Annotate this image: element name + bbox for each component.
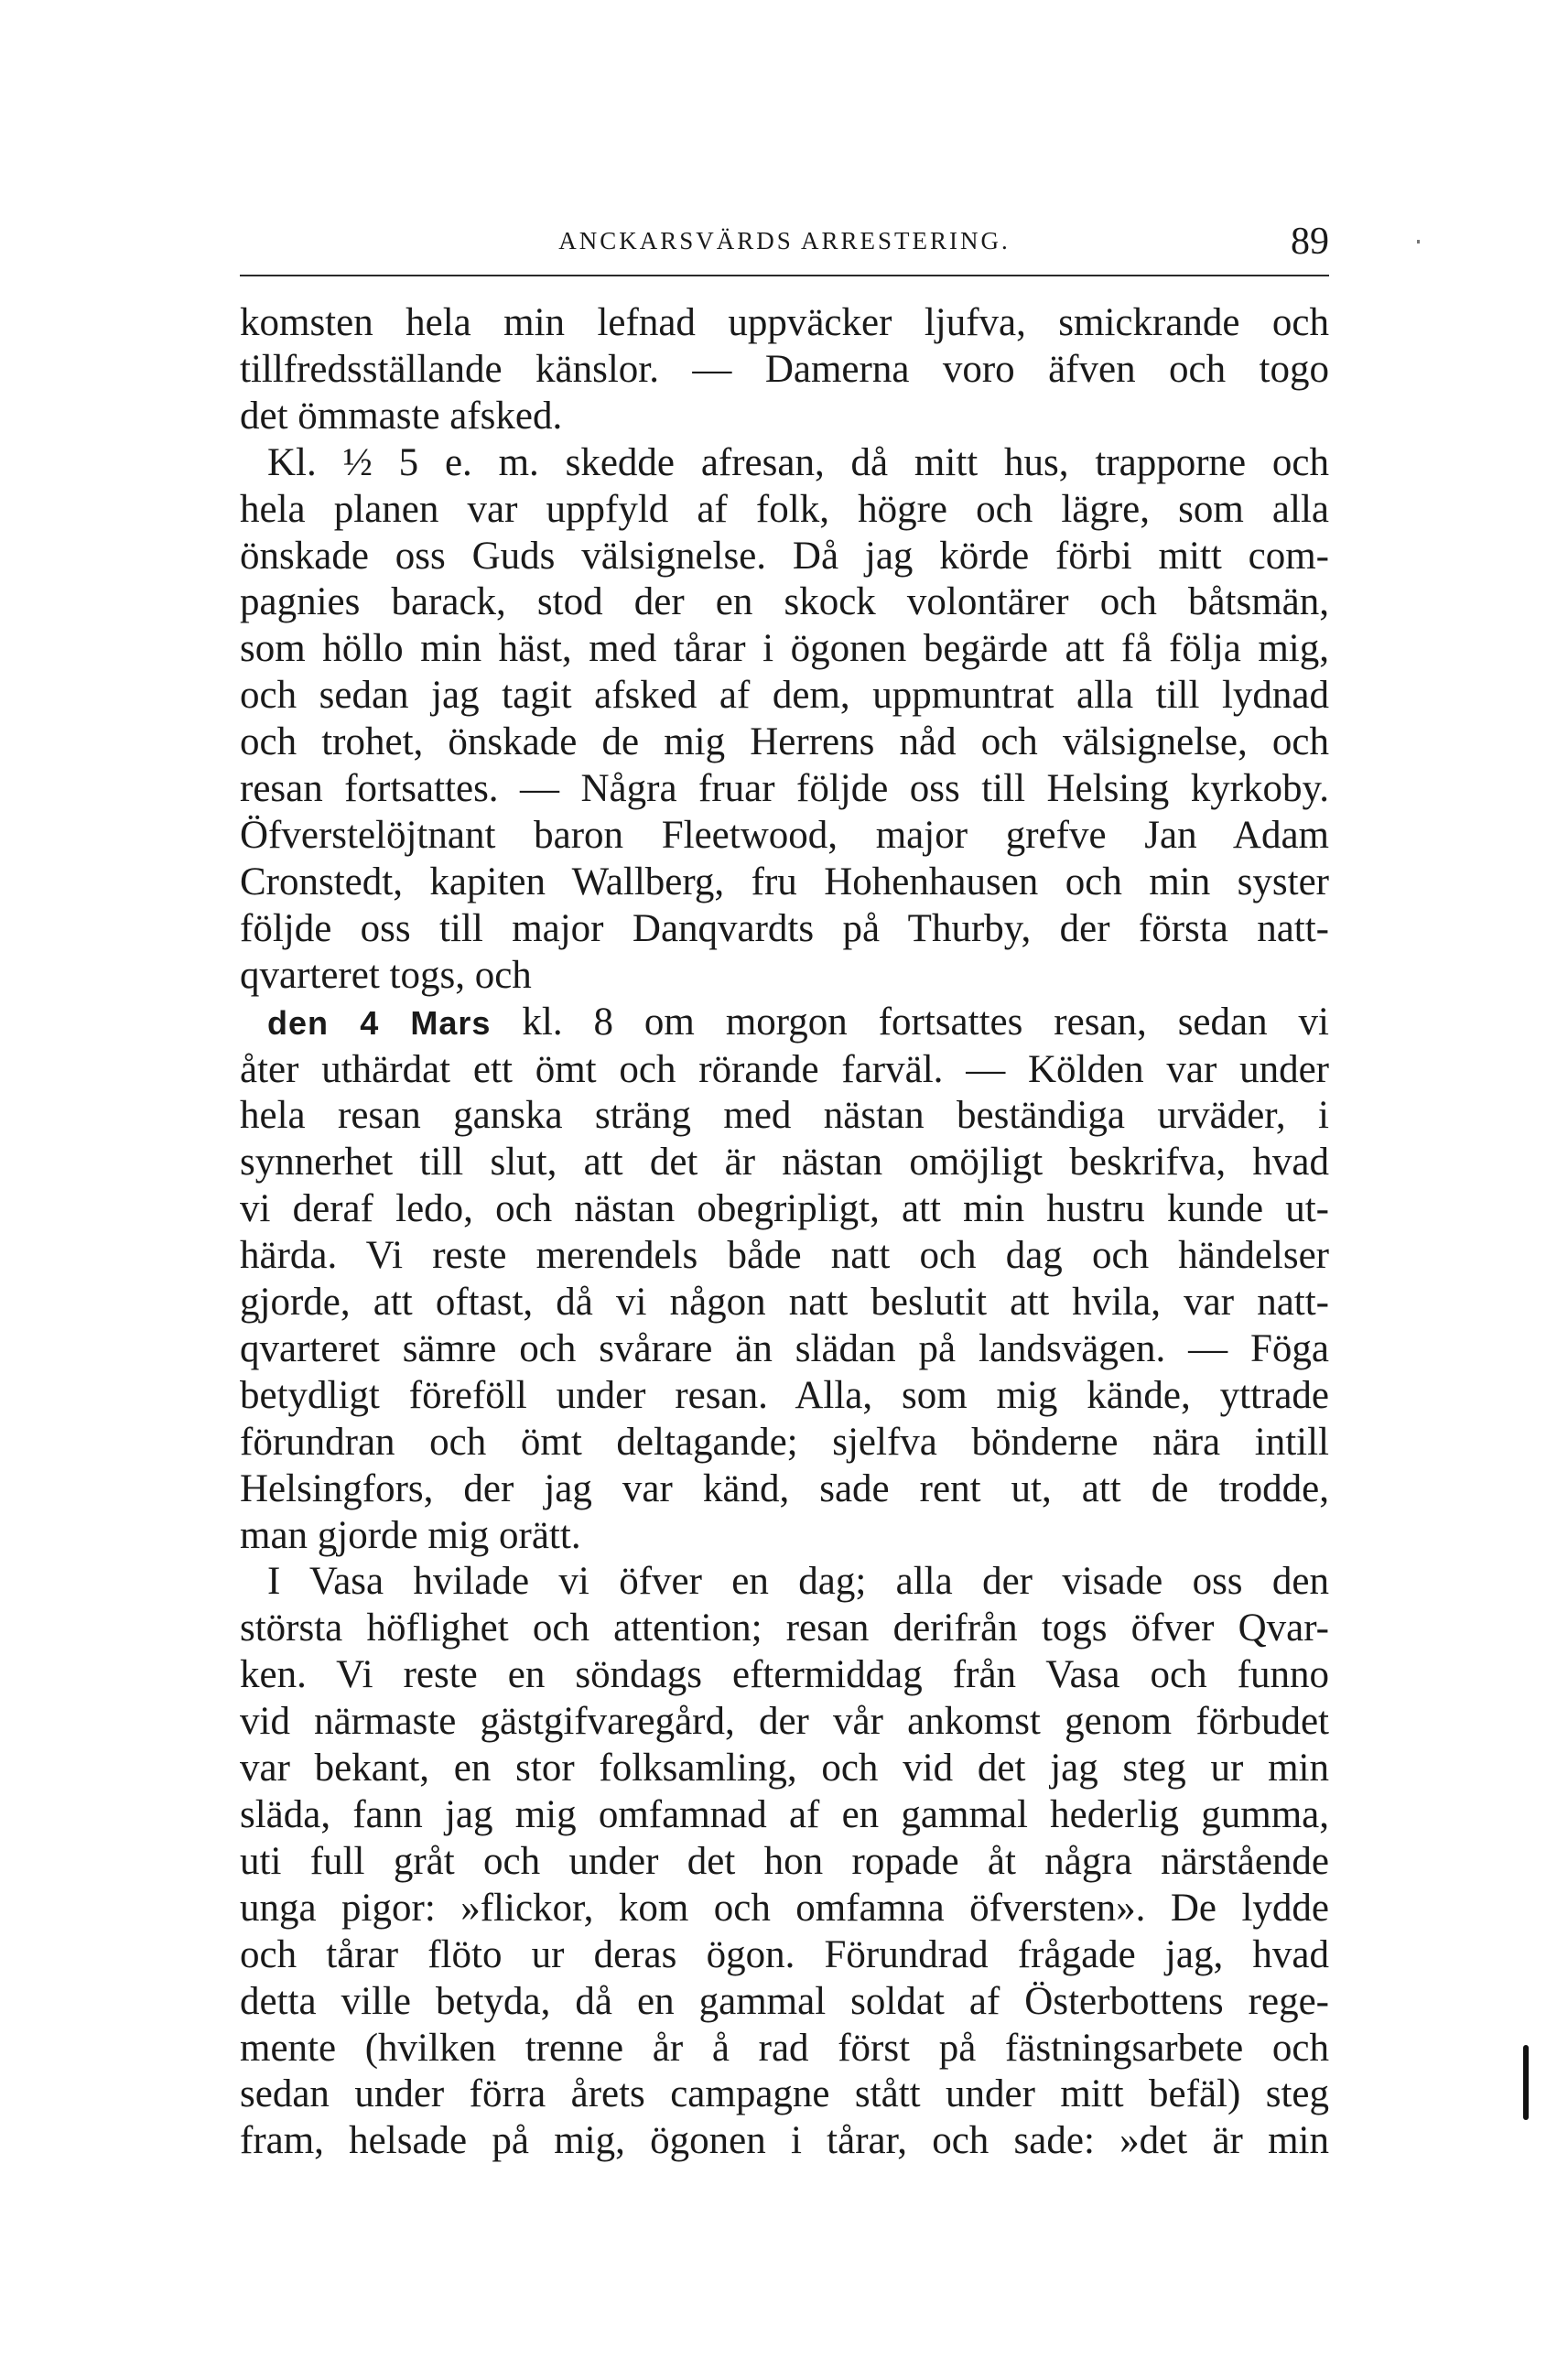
text-line: härda. Vi reste merendels både natt och dag och händelser [240, 1234, 1329, 1278]
text-line: det ömmaste afsked. [240, 394, 563, 438]
text-line: släda, fann jag mig omfamnad af en gammal hederlig gumma, [240, 1793, 1329, 1836]
page-speck [1417, 240, 1420, 243]
text-line: önskade oss Guds välsignelse. Då jag körde förbi mitt com- [240, 534, 1329, 578]
text-line: och sedan jag tagit afsked af dem, uppmuntrat alla till lydnad [240, 674, 1329, 718]
text-line: gjorde, att oftast, då vi någon natt beslutit att hvila, var natt- [240, 1281, 1329, 1325]
text-line: Öfverstelöjtnant baron Fleetwood, major grefve Jan Adam [240, 813, 1329, 857]
text-line: vid närmaste gästgifvaregård, der vår ankomst genom förbudet [240, 1700, 1329, 1744]
text-line: som höllo min häst, med tårar i ögonen begärde att få följa mig, [240, 627, 1329, 671]
running-header [240, 220, 1329, 276]
text-line [240, 1000, 1329, 1047]
text-line: tillfredsställande känslor. — Damerna voro äfven och togo [240, 347, 1329, 391]
text-line: Cronstedt, kapiten Wallberg, fru Hohenhausen och min syster [240, 860, 1329, 903]
text-line: fram, helsade på mig, ögonen i tårar, och sade: »det är min [240, 2119, 1329, 2163]
text-line: åter uthärdat ett ömt och rörande farväl. — Kölden var under [240, 1047, 1329, 1091]
date-heading: den 4 Mars [267, 1003, 492, 1042]
text-line: unga pigor: »flickor, kom och omfamna öfversten». De lydde [240, 1886, 1329, 1930]
text-line: förundran och ömt deltagande; sjelfva bönderne nära intill [240, 1420, 1329, 1464]
text-line: betydligt föreföll under resan. Alla, som mig kände, yttrade [240, 1373, 1329, 1417]
text-line: följde oss till major Danqvardts på Thurby, der första natt- [240, 906, 1329, 950]
text-line: vi deraf ledo, och nästan obegripligt, att min hustru kunde ut- [240, 1187, 1329, 1231]
text-line: resan fortsattes. — Några fruar följde oss till Helsing kyrkoby. [240, 767, 1329, 811]
text-line: komsten hela min lefnad uppväcker ljufva, smickrande och [240, 301, 1329, 344]
text-line: ken. Vi reste en söndags eftermiddag från Vasa och funno [240, 1653, 1329, 1697]
text-line: hela planen var uppfyld af folk, högre och lägre, som alla [240, 487, 1329, 531]
text-line: man gjorde mig orätt. [240, 1513, 581, 1557]
running-title: ANCKARSVÄRDS ARRESTERING. [558, 227, 1011, 254]
margin-mark [1523, 2045, 1529, 2120]
text-line: uti full gråt och under det hon ropade åt några närstående [240, 1839, 1329, 1883]
text-line: var bekant, en stor folksamling, och vid det jag steg ur min [240, 1747, 1329, 1790]
text-line: qvarteret sämre och svårare än slädan på landsvägen. — Föga [240, 1326, 1329, 1370]
text-line: Helsingfors, der jag var känd, sade rent ut, att de trodde, [240, 1466, 1329, 1510]
text-line: mente (hvilken trenne år å rad först på fästningsarbete och [240, 2026, 1329, 2070]
body-text [240, 300, 1329, 2165]
book-page [240, 220, 1329, 2165]
text-line: detta ville betyda, då en gammal soldat af Österbottens rege- [240, 1979, 1329, 2023]
page-number: 89 [1291, 221, 1329, 263]
text-line: största höflighet och attention; resan derifrån togs öfver Qvar- [240, 1606, 1329, 1650]
text-line: qvarteret togs, och [240, 953, 532, 997]
date-line-rest: kl. 8 om morgon fortsattes resan, sedan vi [491, 1000, 1329, 1044]
text-line: Kl. ½ 5 e. m. skedde afresan, då mitt hus, trapporne och [267, 440, 1329, 484]
text-line: synnerhet till slut, att det är nästan omöjligt beskrifva, hvad [240, 1141, 1329, 1185]
text-line: pagnies barack, stod der en skock volontärer och båtsmän, [240, 580, 1329, 624]
text-line: och tårar flöto ur deras ögon. Förundrad frågade jag, hvad [240, 1932, 1329, 1976]
text-line: och trohet, önskade de mig Herrens nåd och välsignelse, och [240, 720, 1329, 764]
text-line: sedan under förra årets campagne stått under mitt befäl) steg [240, 2072, 1329, 2116]
text-line: I Vasa hvilade vi öfver en dag; alla der visade oss den [267, 1560, 1329, 1604]
text-line: hela resan ganska sträng med nästan beständiga urväder, i [240, 1094, 1329, 1138]
